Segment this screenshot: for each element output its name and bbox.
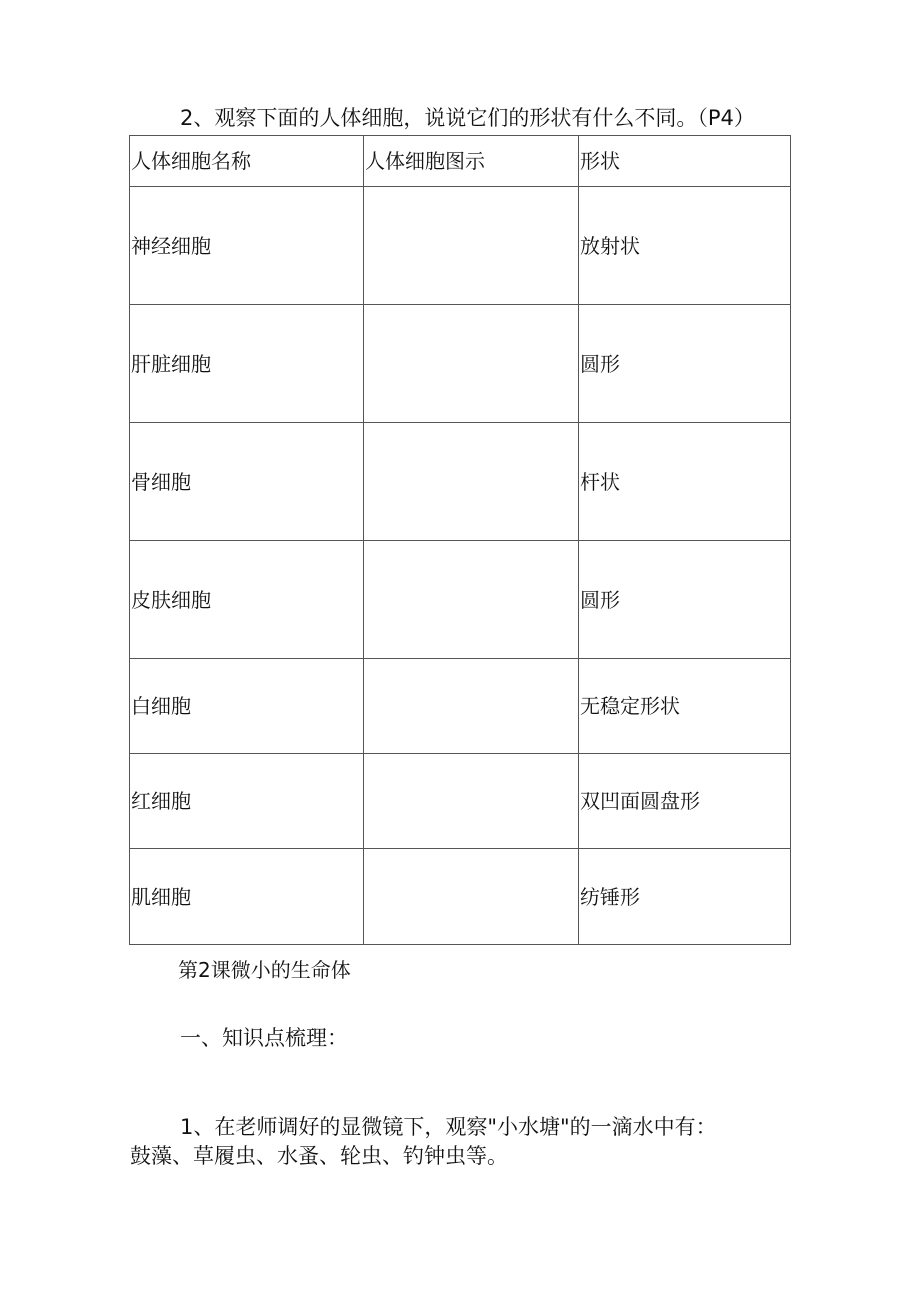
cell-shape: 杆状 — [579, 423, 791, 541]
human-cells-table — [129, 135, 791, 945]
cell-name: 骨细胞 — [130, 423, 364, 541]
header-cell-shape: 形状 — [579, 136, 791, 187]
cell-name: 肌细胞 — [130, 849, 364, 945]
cell-diagram — [364, 541, 579, 659]
cell-name: 皮肤细胞 — [130, 541, 364, 659]
cell-diagram — [364, 187, 579, 305]
table-row — [130, 187, 791, 305]
table-row — [130, 659, 791, 754]
knowledge-point-1: 1、在老师调好的显微镜下，观察"小水塘"的一滴水中有： — [180, 1115, 717, 1139]
cell-shape: 纺锤形 — [579, 849, 791, 945]
question-2-text: 2、观察下面的人体细胞，说说它们的形状有什么不同。（P4） — [180, 106, 755, 130]
cell-diagram — [364, 305, 579, 423]
table-header-row — [130, 136, 791, 187]
table-row — [130, 849, 791, 945]
cell-diagram — [364, 754, 579, 849]
cell-shape: 圆形 — [579, 541, 791, 659]
cell-diagram — [364, 659, 579, 754]
header-cell-name: 人体细胞名称 — [130, 136, 364, 187]
cell-shape: 无稳定形状 — [579, 659, 791, 754]
header-cell-diagram: 人体细胞图示 — [364, 136, 579, 187]
cell-name: 红细胞 — [130, 754, 364, 849]
cell-diagram — [364, 423, 579, 541]
knowledge-point-1-continued: 鼓藻、草履虫、水蚤、轮虫、钓钟虫等。 — [130, 1144, 508, 1168]
lesson-title: 第2课微小的生命体 — [178, 958, 351, 982]
cell-diagram — [364, 849, 579, 945]
table-row — [130, 423, 791, 541]
cell-shape: 放射状 — [579, 187, 791, 305]
cell-name: 神经细胞 — [130, 187, 364, 305]
cell-shape: 圆形 — [579, 305, 791, 423]
cell-name: 白细胞 — [130, 659, 364, 754]
table-row — [130, 754, 791, 849]
table-row — [130, 305, 791, 423]
table-row — [130, 541, 791, 659]
section-title: 一、知识点梳理： — [180, 1026, 348, 1050]
cell-name: 肝脏细胞 — [130, 305, 364, 423]
cell-shape: 双凹面圆盘形 — [579, 754, 791, 849]
